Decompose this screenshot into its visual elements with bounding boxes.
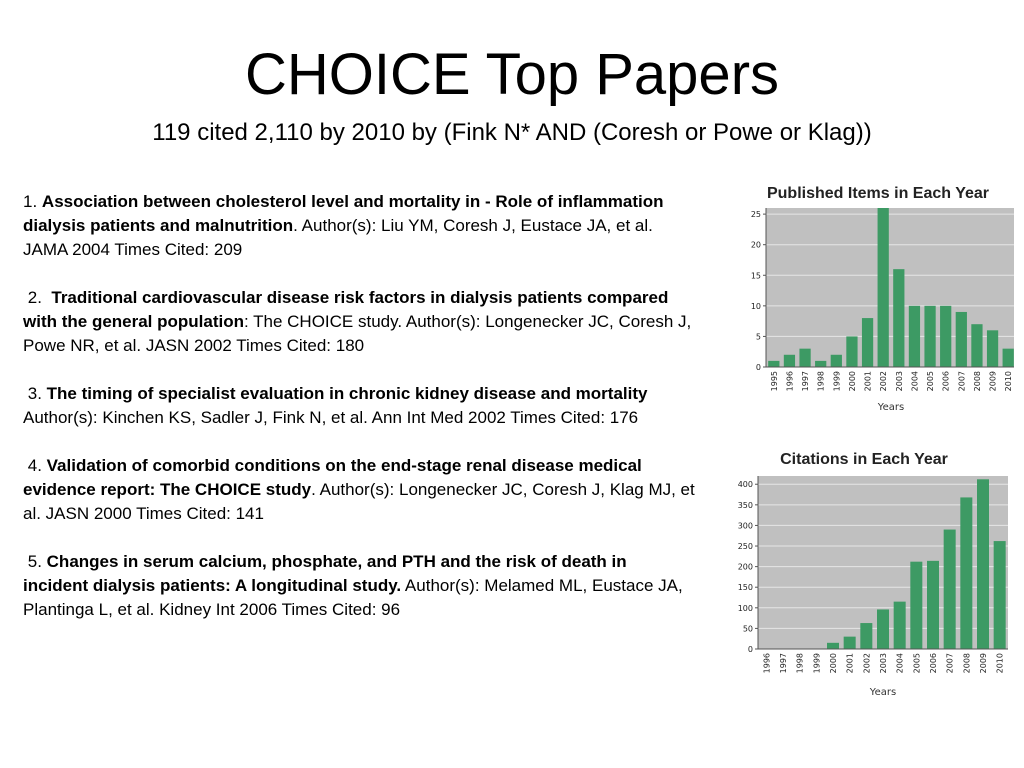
bar-2007 [956,312,967,367]
x-tick-label: 2005 [912,653,922,674]
x-tick-label: 2000 [847,371,857,392]
paper-details: : The CHOICE study. Author(s): Longenecker JC, Coresh J, Powe NR, et al. JASN 2002 Times Cited: 180 [23,312,692,355]
paper-item-1 [23,190,695,262]
y-tick-label: 100 [737,603,753,613]
published-items-chart-svg [708,180,1014,416]
bar-2003 [877,609,889,649]
x-tick-label: 1995 [769,371,779,392]
bar-2007 [944,530,956,649]
x-tick-label: 1996 [785,371,795,392]
citations-chart-svg [708,446,1014,702]
bar-1997 [799,349,810,367]
bar-1995 [768,361,779,367]
bar-2009 [987,330,998,367]
y-tick-label: 200 [737,562,753,572]
x-axis-label: Years [877,402,905,413]
bar-2000 [827,643,839,649]
x-axis-label: Years [869,687,897,698]
y-tick-label: 250 [737,542,753,552]
y-tick-label: 20 [750,240,761,250]
x-tick-label: 1999 [832,371,842,392]
x-tick-label: 2010 [1004,371,1014,392]
y-tick-label: 350 [737,500,753,510]
bar-2010 [1003,349,1014,367]
bar-1999 [831,355,842,367]
paper-details: . Author(s): Liu YM, Coresh J, Eustace JA, et al. JAMA 2004 Times Cited: 209 [23,216,653,259]
x-tick-label: 1997 [779,653,788,674]
x-tick-label: 1999 [812,653,822,674]
paper-item-3 [23,382,695,430]
chart-title: Published Items in Each Year [766,185,990,202]
bar-2008 [971,324,982,367]
x-tick-label: 2009 [988,371,998,392]
y-tick-label: 150 [737,583,753,593]
x-tick-label: 2006 [929,653,938,674]
y-tick-label: 0 [755,363,761,372]
paper-details: Author(s): Melamed ML, Eustace JA, Plantinga L, et al. Kidney Int 2006 Times Cited: 96 [23,576,683,619]
slide-title: CHOICE Top Papers [244,42,780,107]
y-tick-label: 15 [750,271,761,281]
bar-2006 [927,561,939,649]
x-tick-label: 2007 [945,653,955,674]
paper-number: 3. [27,384,42,403]
x-tick-label: 2003 [894,371,904,392]
paper-number: 1. [23,192,38,211]
bar-2002 [878,208,889,367]
bar-2010 [994,541,1006,649]
slide-subtitle: 119 cited 2,110 by 2010 by (Fink N* AND (Coresh or Powe or Klag)) [152,119,872,146]
paper-list [23,190,695,646]
x-tick-label: 2002 [862,653,872,674]
bar-2009 [977,479,989,649]
x-tick-label: 2009 [979,653,988,674]
paper-title: Validation of comorbid conditions on the end-stage renal disease medical evidence report: The CHOICE study [23,456,642,499]
paper-number: 2. [27,288,42,307]
paper-number: 4. [27,456,42,475]
x-tick-label: 2008 [972,371,982,392]
x-tick-label: 2010 [995,653,1005,674]
paper-number: 5. [27,552,42,571]
paper-item-4 [23,454,695,526]
bar-1998 [815,361,826,367]
bar-2000 [846,336,857,367]
bar-2008 [960,497,972,649]
bar-2004 [894,602,906,649]
x-tick-label: 2005 [926,371,936,392]
bar-2004 [909,306,920,367]
paper-title: The timing of specialist evaluation in chronic kidney disease and mortality [46,384,648,403]
x-tick-label: 1998 [795,653,805,674]
y-tick-label: 400 [737,480,753,490]
x-tick-label: 2001 [863,371,873,392]
bar-2001 [844,637,856,649]
paper-item-2 [23,286,695,358]
paper-details: . Author(s): Longenecker JC, Coresh J, Klag MJ, et al. JASN 2000 Times Cited: 141 [23,480,695,523]
chart-title: Citations in Each Year [780,451,948,468]
x-tick-label: 2002 [879,371,889,392]
x-tick-label: 2004 [910,371,920,392]
x-tick-label: 2008 [962,653,972,674]
x-tick-label: 2001 [845,653,855,674]
bar-1996 [784,355,795,367]
paper-item-5 [23,550,695,622]
x-tick-label: 2006 [941,371,951,392]
x-tick-label: 2004 [895,653,905,674]
y-tick-label: 0 [747,645,753,654]
paper-title: Changes in serum calcium, phosphate, and PTH and the risk of death in incident dialysis patients: A longitudinal study. [23,552,627,595]
y-tick-label: 10 [750,301,761,311]
y-tick-label: 50 [742,624,753,634]
y-tick-label: 5 [755,332,761,342]
x-tick-label: 2007 [957,371,967,392]
x-tick-label: 1998 [816,371,826,392]
x-tick-label: 1996 [762,653,772,674]
paper-details: Author(s): Kinchen KS, Sadler J, Fink N, et al. Ann Int Med 2002 Times Cited: 176 [23,408,639,427]
x-tick-label: 2000 [829,653,838,674]
bar-2006 [940,306,951,367]
x-tick-label: 2003 [879,653,888,674]
y-tick-label: 25 [750,210,761,220]
paper-title: Traditional cardiovascular disease risk factors in dialysis patients compared with the general population [23,288,669,331]
bar-2005 [924,306,935,367]
bar-2002 [860,623,872,649]
bar-2005 [910,562,922,649]
published-items-chart [708,180,1014,416]
y-tick-label: 300 [737,521,753,531]
citations-chart [708,446,1014,702]
x-tick-label: 1997 [801,371,811,392]
bar-2001 [862,318,873,367]
bar-2003 [893,269,904,367]
paper-title: Association between cholesterol level and mortality in - Role of inflammation dialysis patients and malnutrition [23,192,664,235]
